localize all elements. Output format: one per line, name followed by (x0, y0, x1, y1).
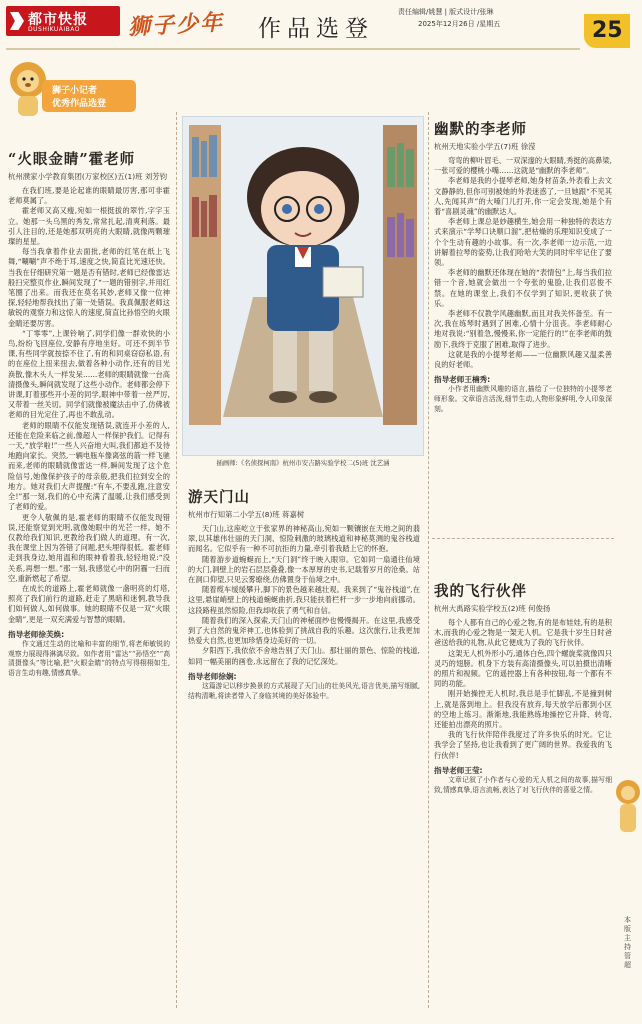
column-divider (428, 112, 429, 1008)
paragraph: 夕阳西下,我依依不舍地告别了天门山。那壮丽的景色、惊险的栈道,如同一幅美丽的画卷,永远留在了我的记忆深处。 (188, 646, 420, 666)
paragraph: 在成长的道路上,霍老师就像一盏明亮的灯塔,照亮了我们前行的道路,赶走了黑暗和迷惘,教导我们如何做人,如何做事。她的眼睛不仅是一双“火眼金睛”,更是一双充满爱与智慧的眼睛。 (8, 583, 170, 624)
logo-subtitle: DUSHIKUAIBAO (28, 26, 80, 33)
article-byline: 杭州天地实验小学五(7)班 徐滢 (434, 142, 536, 151)
teacher-comment: 小作者用幽默风趣的语言,描绘了一位独特的小提琴老师形象。文章语言活泼,细节生动,人物形象鲜明,令人印象深刻。 (434, 385, 612, 413)
paragraph: 每当我拿着作业去面批,老师的红笔在纸上飞舞,“唰唰”声不绝于耳,速度之快,简直比光速还快。当我在仔细研究第一题是否有错时,老师已经像雷达般扫完整页作业,瞬间发现了“一题的错别字,并用红笔圈了出来。而我还在莫名其妙,老师又像一位神探,轻轻地帮我找出了第一处错误。我真佩服老师这敏锐的观察力和这惊人的速度,简直比孙悟空的火眼金睛还要厉害。 (8, 247, 170, 328)
teacher-comment-title: 指导老师徐芙焕: (8, 629, 65, 639)
article-byline: 杭州大禹路实验学校五(2)班 何俊扬 (434, 604, 551, 613)
badge-box (42, 80, 136, 112)
illustration (182, 116, 424, 456)
page-number-badge (584, 14, 630, 48)
paragraph: 李老师是我的小提琴老师,她身材苗条,外表看上去文文静静的,但你可别被她的外表迷惑了,一旦她跟“不见其人,先闻其声”的大嗓门儿打开,你一定会发现,她是个有着“喜剧灵魂”的幽默达人。 (434, 176, 612, 217)
column-divider (176, 112, 177, 1008)
right-sidebar (614, 56, 642, 1024)
paragraph: 每个人都有自己的心爱之物,有的是布娃娃,有的是积木,而我的心爱之物是一架无人机。它是我十岁生日时爸爸送给我的礼物,从此它便成为了我的飞行伙伴。 (434, 618, 612, 648)
paragraph: 李老师不仅教学风趣幽默,而且对我关怀备至。有一次,我在练琴时遇到了困难,心情十分沮丧。李老师耐心地对我说:“别着急,慢慢来,你一定能行的!”在李老师的鼓励下,我终于克服了困难,取得了进步。 (434, 309, 612, 349)
paragraph: “丁零零”,上课铃响了,同学们像一群欢快的小鸟,纷纷飞回座位,安静有序地坐好。可还不到半节课,有些同学就按捺不住了,有的和同桌窃窃私语,有的在座位上扭来扭去,做着各种小动作,还有的目光涣散,像木头人一样发呆……老师的眼睛就像一台高清摄像头,瞬间就发现了这些小动作。老师都会停下讲课,盯着那些开小差的同学,眼神中带着一丝严厉,又带着一丝关切。同学们就像被魔法击中了,仿佛被老师的目光定住了,再也不敢乱动。 (8, 328, 170, 420)
teacher-comment-title: 指导老师王楠秀: (434, 375, 491, 385)
editor-credit: 责任编辑/姚慧 | 版式设计/张琳 (398, 8, 494, 16)
teacher-comment: 这篇游记以移步换景的方式展现了天门山的壮美风光,语言优美,描写细腻,结构清晰,将读者带入了身临其境的美好体验中。 (188, 681, 420, 700)
paragraph: 李老师上课总是妙趣横生,她会用一种独特的表达方式来演示“学琴口诀顺口溜”,把枯燥的乐理知识变成了一个个生动有趣的小故事。有一次,李老师一边示范,一边讲解着拉琴的姿势,让我们哈哈大笑的同时牢牢记住了要领。 (434, 217, 612, 268)
paragraph: 弯弯的柳叶眉毛、一双深邃的大眼睛,秀挺的高鼻梁,一张可爱的樱桃小嘴……这就是“幽默的李老师”。 (434, 156, 612, 176)
paragraph: 在我们班,要是论起谁的眼睛最厉害,那可非霍老师莫属了。 (8, 186, 170, 206)
paragraph: 霍老师又高又瘦,宛如一根挺拔的翠竹,字字玉立。她那一头乌黑的秀发,常常扎起,清爽利落。最引人注目的,还是她那双明亮的大眼睛,就像两颗璀璨的星星。 (8, 206, 170, 247)
article-title: 幽默的李老师 (434, 121, 527, 138)
lion-mascot-icon (614, 776, 642, 836)
paragraph: 这就是我的小提琴老师——一位幽默风趣又温柔善良的好老师。 (434, 349, 612, 370)
section-divider (432, 538, 614, 539)
paragraph: 我的飞行伙伴陪伴我度过了许多快乐的时光。它让我学会了坚持,也让我看到了更广阔的世界。我爱我的飞行伙伴! (434, 730, 612, 760)
paragraph: 这架无人机外形小巧,通体白色,四个螺旋桨就像四只灵巧的翅膀。机身下方装有高清摄像头,可以拍摄出清晰的照片和视频。它的遥控器上有各种按钮,每一个都有不同的功能。 (434, 648, 612, 689)
masthead-rule (6, 48, 580, 50)
host-credit: 本版主持 管超 (624, 916, 631, 969)
section-title: 作品选登 (258, 16, 374, 42)
paragraph: 随着游步道蜿蜒而上,“天门洞”终于映入眼帘。它如同一扇通往仙境的大门,洞壁上的岩石层层叠叠,像一本厚厚的史书,记载着岁月的沧桑。站在洞口仰望,只见云雾缭绕,仿佛置身于仙境之中。 (188, 554, 420, 585)
paragraph: 更令人敬佩的是,霍老师的眼睛不仅能发现错误,还能察觉到光明,就像她眼中的光芒一样。她不仅教给我们知识,更教给我们做人的道理。有一次,我在课堂上因为答错了问题,把头埋得很低。霍老师走到我身边,她用温和的眼神看着我,轻轻地说:“没关系,再想一想。”那一刻,我感觉心中的阴霾一扫而空,重新燃起了希望。 (8, 512, 170, 583)
article-body (8, 186, 170, 625)
paragraph: 随着缆车缓缓攀升,脚下的景色越来越壮观。我来到了“鬼谷栈道”,在这里,悬崖峭壁上的栈道蜿蜒曲折,我只能扶着栏杆一步一步地向前挪动。这段路程虽然惊险,但我却收获了勇气和自信。 (188, 585, 420, 615)
teacher-comment: 文章记叙了小作者与心爱的无人机之间的故事,描写细致,情感真挚,语言流畅,表达了对飞行伙伴的喜爱之情。 (434, 775, 612, 794)
article-body (188, 524, 420, 667)
teacher-comment-title: 指导老师徐娴: (188, 671, 237, 681)
article-body (434, 156, 612, 370)
article-flying-partner (434, 544, 612, 1004)
teacher-comment: 作文通过生动的比喻和丰富的细节,将老师敏锐的观察力展现得淋漓尽致。如作者用“雷达”“孙悟空”“高清摄像头”等比喻,把“火眼金睛”的特点写得栩栩如生,语言生动有趣,情感真挚。 (8, 639, 170, 678)
issue-date: 2025年12月26日 /星期五 (418, 20, 501, 28)
mascot-badge (6, 60, 134, 122)
badge-line2: 优秀作品选登 (52, 99, 107, 109)
brand-title: 狮子少年 (127, 9, 225, 41)
article-title: “火眼金睛”霍老师 (8, 151, 136, 168)
article-byline: 杭州市行知第二小学五(8)班 蒋嘉树 (188, 510, 305, 519)
logo-mark-icon (10, 12, 24, 30)
article-title: 游天门山 (188, 489, 250, 506)
article-tianmen-mountain (188, 472, 420, 1002)
article-body (434, 618, 612, 761)
article-byline: 杭州濮家小学教育集团(万家校区)五(1)班 刘芳钧 (8, 172, 168, 181)
paragraph: 天门山,这座屹立于张家界的神秘高山,宛如一颗镶嵌在天地之间的翡翠,以其雄伟壮丽的天门洞、惊险刺激的玻璃栈道和神秘莫测的鬼谷栈道而闻名。它似乎有一种不可抗拒的力量,牵引着我踏上它的怀抱。 (188, 524, 420, 554)
paragraph: 随着我们的深入探索,天门山的神秘面纱也慢慢揭开。在这里,我感受到了大自然的鬼斧神工,也体验到了挑战自我的乐趣。这次旅行,让我更加热爱大自然,也更加珍惜身边美好的一切。 (188, 615, 420, 646)
article-title: 我的飞行伙伴 (434, 583, 527, 600)
paragraph: 李老师的幽默还体现在她的“表情包”上,每当我们拉错一个音,她就会做出一个夸张的鬼脸,让我们忍俊不禁。在她的课堂上,我们不仅学到了知识,更收获了快乐。 (434, 268, 612, 308)
page-number: 25 (592, 18, 623, 43)
teacher-comment-title: 指导老师王莹: (434, 765, 483, 775)
paragraph: 老师的眼睛不仅能发现错误,就连开小差的人,还能在危险来临之前,像超人一样保护我们。记得有一天,“放学啦!”一些人兴奋地大叫,我们都迫不及待地跑向家长。突然,一辆电瓶车像离弦的箭一样飞驰而来,老师的眼睛就像雷达一样,瞬间发现了这个危险信号,她像保护孩子的母亲般,把我们拉到安全的地方。她对我们大声提醒:“有车,不要乱跑,注意安全!”那一刻,我们的心中充满了温暖,让我们感受到了老师的爱。 (8, 420, 170, 512)
conan-illustration-icon (183, 117, 423, 455)
logo-text: 都市快报 (28, 12, 88, 28)
paragraph: 刚开始操控无人机时,我总是手忙脚乱,不是撞到树上,就是落到地上。但我没有放弃,每天放学后都到小区的空地上练习。渐渐地,我能熟练地操控它升降、转弯,还能拍出漂亮的照片。 (434, 689, 612, 730)
illustration-caption: 插画师:《名侦探柯南》杭州市安吉路实验学校二(5)班 沈艺涵 (216, 459, 390, 467)
logo-block (6, 6, 120, 36)
article-fire-eyes-teacher (8, 122, 170, 1002)
badge-line1: 狮子小记者 (52, 86, 98, 96)
article-humorous-teacher (434, 114, 612, 532)
masthead (0, 0, 642, 56)
